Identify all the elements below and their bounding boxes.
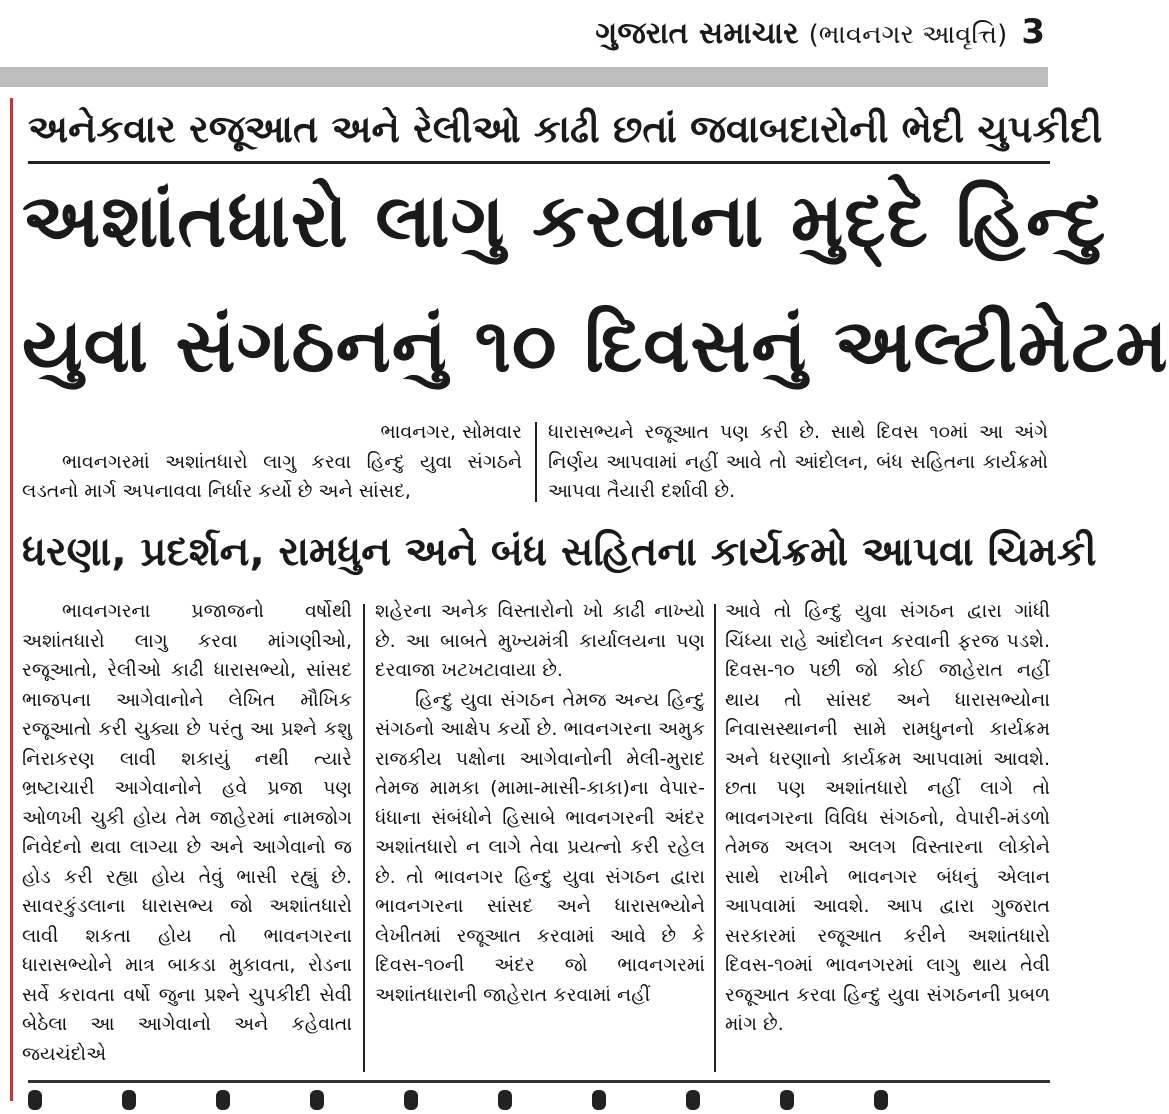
- column-3-paragraph: આવે તો હિન્દુ યુવા સંગઠન દ્વારા ગાંધી ચિંધ્યા રાહે આંદોલન કરવાની ફરજ પડશે. દિવસ-૧૦ પછી જો કોઈ જાહેરાત નહીં થાય તો સાંસદ અને ધારાસભ્યોના નિવાસસ્થાનની સામે રામધુનનો કાર્યક્રમ અને ધરણાનો કાર્યક્રમ આપવામાં આવશે. છતા પણ અશાંતધારો નહીં લાગે તો ભાવનગરના વિવિધ સંગઠનો, વેપારી-મંડળો તેમજ અલગ અલગ વિસ્તારના લોકોને સાથે રાખીને ભાવનગર બંધનું એલાન આપવામાં આવશે. આપ દ્વારા ગુજરાત સરકારમાં રજૂઆત કરીને અશાંતધારો દિવસ-૧૦માં ભાવનગરમાં લાગુ થાય તેવી રજૂઆત કરવા હિન્દુ યુવા સંગઠનની પ્રબળ માંગ છે.: [725, 600, 1050, 1035]
- page-margin-line: [10, 98, 13, 1101]
- column-divider-1: [363, 604, 365, 1072]
- column-divider-2: [714, 604, 716, 1072]
- page-number: 3: [1021, 12, 1045, 52]
- article-column-2: [375, 597, 705, 1010]
- kicker-headline: અનેકવાર રજૂઆત અને રેલીઓ કાઢી છતાં જવાબદારોની ભેદી ચુપકીદી: [28, 107, 1103, 151]
- newspaper-name: ગુજરાત સમાચાર: [595, 16, 799, 51]
- edition-label: (ભાવનગર આવૃત્તિ): [808, 20, 1008, 50]
- intro-divider: [535, 422, 537, 502]
- headline-line-2: યુવા સંગઠનનું ૧૦ દિવસનું અલ્ટીમેટમ: [22, 303, 1169, 389]
- intro-left-text: ભાવનગરમાં અશાંતધારો લાગુ કરવા હિન્દુ યુવા સંગઠને લડતનો માર્ગ અપનાવવા નિર્ધાર કર્યો છે અને સાંસદ,: [22, 450, 522, 502]
- kicker-underline: [28, 161, 1050, 164]
- article-column-3: [725, 597, 1050, 1040]
- masthead: [595, 12, 1045, 52]
- next-article-cutoff: [28, 1090, 1050, 1102]
- subheadline: ધરણા, પ્રદર્શન, રામધુન અને બંધ સહિતના કાર્યક્રમો આપવા ચિમકી: [22, 529, 1097, 575]
- intro-right-text: ધારાસભ્યને રજૂઆત પણ કરી છે. સાથે દિવસ ૧૦માં આ અંગે નિર્ણય આપવામાં નહીં આવે તો આંદોલન, બંધ સહિતના કાર્યક્રમો આપવા તૈયારી દર્શાવી છે.: [548, 421, 1048, 502]
- dateline: ભાવનગર, સોમવાર: [380, 421, 522, 443]
- article-column-1: [22, 597, 352, 1069]
- column-1-paragraph: ભાવનગરના પ્રજાજનો વર્ષોથી અશાંતધારો લાગુ કરવા માંગણીઓ, રજૂઆતો, રેલીઓ કાઢી ધારાસભ્યો, સાંસદ ભાજપના આગેવાનોને લેખિત મૌખિક રજૂઆતો કરી ચુક્યા છે પરંતુ આ પ્રશ્ને કશુ નિરાકરણ લાવી શકાયું નથી ત્યારે ભ્રષ્ટાચારી આગેવાનોને હવે પ્રજા પણ ઓળખી ચુકી હોય તેમ જાહેરમાં નામજોગ નિવેદનો થવા લાગ્યા છે અને આગેવાનો જ હોડ કરી રહ્યા હોય તેવું ભાસી રહ્યું છે. સાવરકુંડલાના ધારાસભ્ય જો અશાંતધારો લાવી શકતા હોય તો ભાવનગરના ધારાસભ્યોને માત્ર બાકડા મુકાવતા, રોડના સર્વે કરાવતા વર્ષો જુના પ્રશ્ને ચુપકીદી સેવી બેઠેલા આ આગેવાનો અને કહેવાતા જયચંદોએ: [22, 600, 352, 1065]
- bottom-rule: [28, 1080, 1050, 1083]
- intro-right: [548, 418, 1048, 507]
- intro-left: [22, 418, 522, 507]
- column-2-paragraph-2: હિન્દુ યુવા સંગઠન તેમજ અન્ય હિન્દુ સંગઠનો આક્ષેપ કર્યો છે. ભાવનગરના અમુક રાજકીય પક્ષોના આગેવાનોની મેલી-મુરાદ તેમજ મામકા (મામા-માસી-કાકા)ના વેપાર-ધંધાના સંબંધોને હિસાબે ભાવનગરની અંદર અશાંતધારો ન લાગે તેવા પ્રયત્નો કરી રહેલ છે. તો ભાવનગર હિન્દુ યુવા સંગઠન દ્વારા ભાવનગરના સાંસદ અને ધારાસભ્યોને લેખીતમાં રજૂઆત કરવામાં આવે છે કે દિવસ-૧૦ની અંદર જો ભાવનગરમાં અશાંતધારાની જાહેરાત કરવામાં નહીં: [375, 688, 705, 1006]
- headline-line-1: અશાંતધારો લાગુ કરવાના મુદ્દે હિન્દુ: [22, 178, 1107, 264]
- header-bar: [0, 67, 1048, 87]
- column-2-paragraph-1: શહેરના અનેક વિસ્તારોનો ખો કાઢી નાખ્યો છે. આ બાબતે મુખ્યમંત્રી કાર્યાલયના પણ દરવાજા ખટખટાવાયા છે.: [375, 600, 705, 681]
